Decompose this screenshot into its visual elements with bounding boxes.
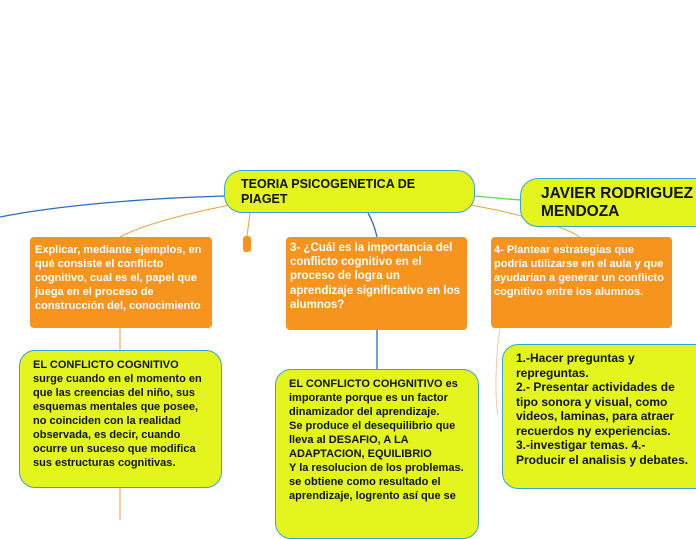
connector-central-q3 — [368, 213, 377, 237]
answer-1-node[interactable] — [19, 350, 222, 488]
author-node[interactable] — [520, 178, 696, 227]
question-3-text: 3- ¿Cuál es la importancia del conflicto cognitivo en el proceso de logra un aprendizaje significativo en los alumnos? — [290, 242, 460, 311]
question-1-text: Explicar, mediante ejemplos, en qué consiste el conflicto cognitivo, cual es el, papel que juega en el proceso de construcción del, conocimiento — [35, 244, 202, 312]
connector-central-q1 — [120, 205, 230, 237]
central-topic-title: TEORIA PSICOGENETICA DE PIAGET — [241, 177, 416, 206]
empty-topic-node[interactable] — [243, 236, 251, 252]
answer-4-text: 1.-Hacer preguntas y repreguntas. 2.- Presentar actividades de tipo sonora y visual, como videos, laminas, para atraer recuerdos ny experiencias. 3.-investigar temas. 4.- Producir el analisis y debates. — [516, 351, 689, 467]
connector-central-tiny — [247, 213, 250, 236]
central-topic-node[interactable] — [224, 170, 475, 213]
answer-4-node[interactable] — [502, 344, 696, 489]
question-1-node[interactable] — [30, 237, 212, 328]
author-name: JAVIER RODRIGUEZ MENDOZA — [541, 185, 694, 220]
answer-3-node[interactable] — [275, 369, 479, 539]
question-4-node[interactable] — [491, 237, 672, 328]
question-4-text: 4- Plantear estrategias que podría utilizarse en el aula y que ayudarían a generar un conflicto cognitivo entre los alumnos. — [494, 244, 664, 298]
connector-q4-a4 — [496, 328, 500, 415]
answer-1-text: EL CONFLICTO COGNITIVO surge cuando en el momento en que las creencias del niño, sus esquemas mentales que posee, no coinciden con la realidad observada, es decir, cuando ocurre un suceso que modifica sus estructuras cognitivas. — [33, 359, 202, 469]
answer-3-text: EL CONFLICTO COHGNITIVO es imporante porque es un factor dinamizador del aprendizaje. Se produce el desequilibrio que lleva al DESAFIO, A LA ADAPTACION, EQUILIBRIO Y la resolucion de los problemas. se obtiene como resultado el aprendizaje, logrento así que se — [289, 378, 464, 502]
connector-central-author — [475, 196, 521, 200]
question-3-node[interactable] — [286, 237, 467, 330]
